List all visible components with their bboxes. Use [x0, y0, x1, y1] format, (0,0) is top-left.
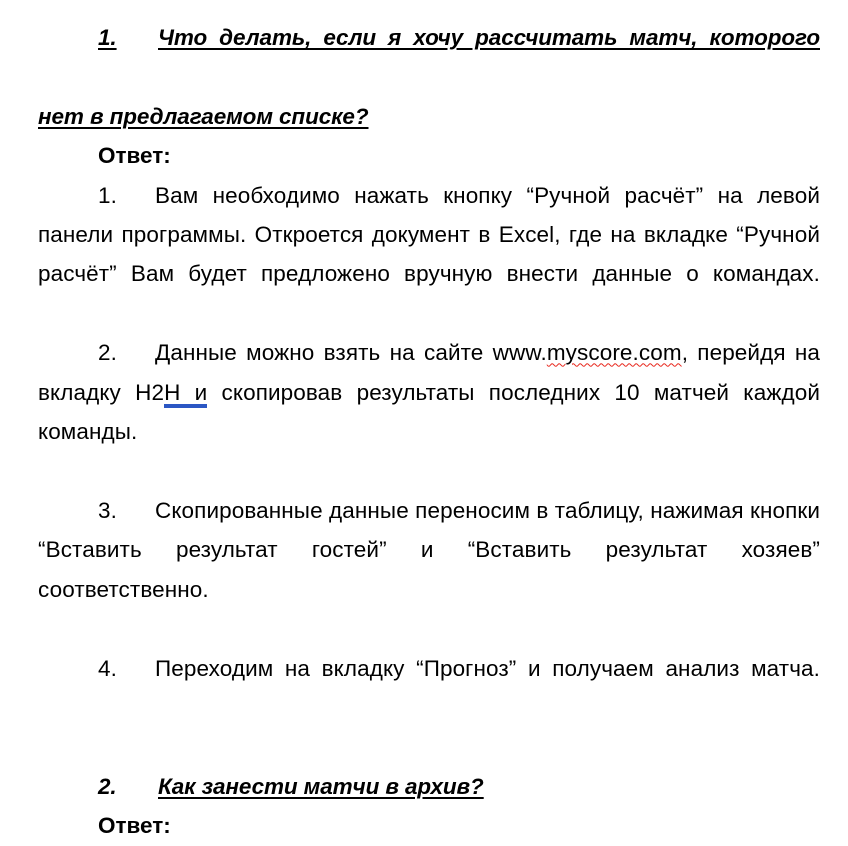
answer-step-4-text: Переходим на вкладку “Прогноз” и получаем анализ матча. — [155, 655, 820, 681]
grammar-marked-fragment[interactable]: Н и — [164, 380, 207, 408]
answer-step-2-text-tail: скопировав результаты последних 10 матчей каждой команды. — [38, 379, 820, 445]
answer-label-2: Ответ: — [98, 813, 171, 839]
answer-step-1-text: Вам необходимо нажать кнопку “Ручной расчёт” на левой панели программы. Откроется документ в Excel, где на вкладке “Ручной расчёт” Вам будет предложено вручную внести данные о командах. — [38, 182, 820, 287]
answer-step-3-text: Скопированные данные переносим в таблицу, нажимая кнопки “Вставить результат гостей” и “Вставить результат хозяев” соответственно. — [38, 497, 820, 602]
question-heading-1-number: 1. — [98, 25, 117, 50]
answer-step-1 — [38, 176, 820, 334]
answer-step-2-text-lead: Данные можно взять на сайте — [155, 340, 493, 366]
answer-label-1: Ответ: — [98, 143, 171, 169]
answer-step-2-number: 2. — [98, 340, 117, 366]
answer-step-4 — [38, 649, 820, 728]
question-heading-1-text-line2: нет в предлагаемом списке? — [38, 103, 369, 129]
url-prefix: www. — [492, 340, 547, 366]
question-heading-2 — [38, 767, 820, 806]
website-url[interactable] — [493, 340, 682, 365]
question-heading-1-text-line1: Что делать, если я хочу рассчитать матч, которого — [158, 25, 820, 50]
answer-step-3 — [38, 491, 820, 649]
answer-step-1-number: 1. — [98, 182, 117, 208]
answer-step-2-text-mid: , перейдя на вкладку Н2 — [38, 340, 820, 405]
answer-step-4-number: 4. — [98, 655, 117, 681]
spellcheck-error-myscore: myscore.com — [546, 340, 682, 366]
question-heading-1-continuation — [38, 97, 820, 136]
answer-step-2 — [38, 333, 820, 491]
question-heading-1 — [38, 18, 820, 97]
question-heading-2-text: Как занести матчи в архив? — [158, 773, 484, 799]
question-heading-2-number: 2. — [98, 773, 117, 799]
answer-step-3-number: 3. — [98, 497, 117, 523]
paragraph-spacer — [38, 727, 820, 766]
